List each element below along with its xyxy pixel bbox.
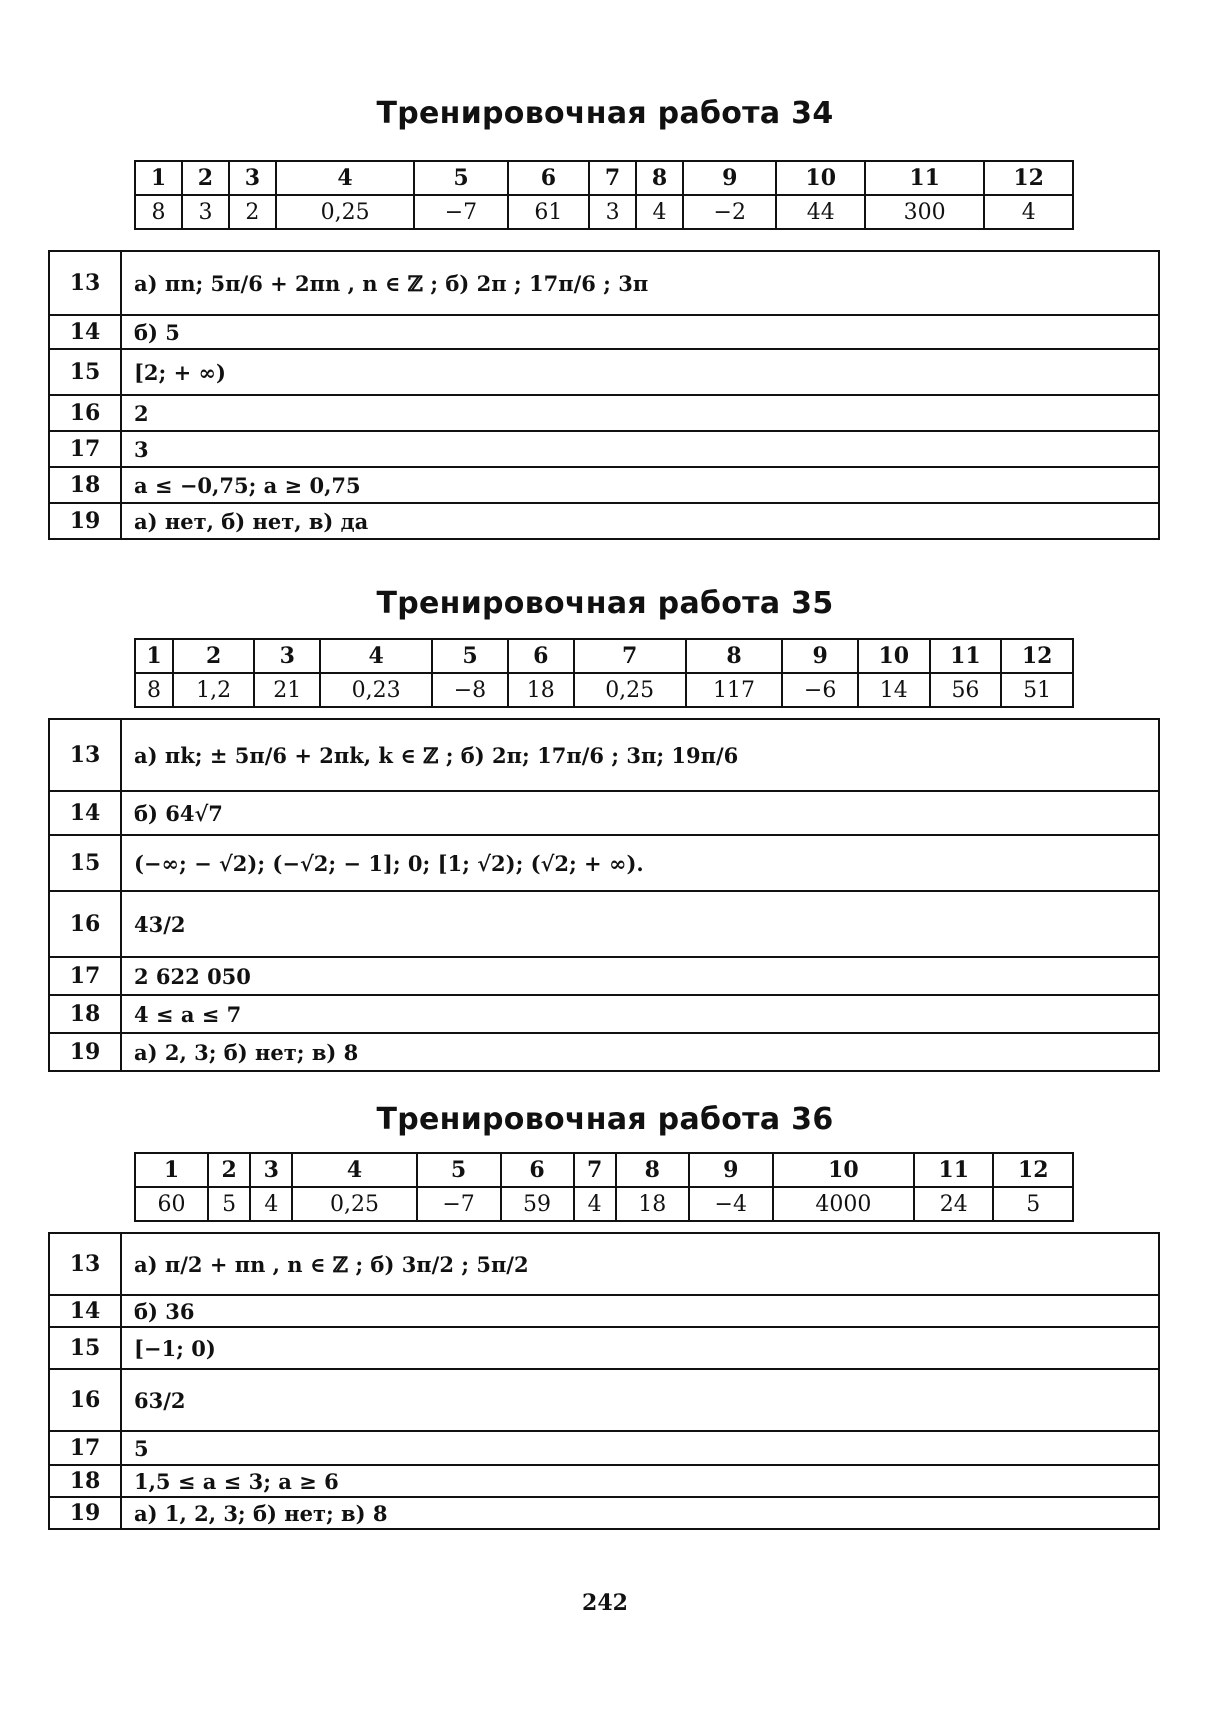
- row-number: 14: [49, 791, 121, 835]
- task-answer: −7: [417, 1187, 501, 1221]
- row-answer: 1,5 ≤ a ≤ 3; a ≥ 6: [121, 1465, 1159, 1497]
- row-answer: [2; + ∞): [121, 349, 1159, 395]
- detailed-answers-36: [48, 1232, 1160, 1530]
- row-answer: [−1; 0): [121, 1327, 1159, 1369]
- row-answer: 5: [121, 1431, 1159, 1465]
- task-number: 12: [1001, 639, 1073, 673]
- row-answer: 43/2: [121, 891, 1159, 957]
- task-answer: 1,2: [173, 673, 254, 707]
- task-answer: 60: [135, 1187, 208, 1221]
- row-answer: а) нет, б) нет, в) да: [121, 503, 1159, 539]
- task-number: 4: [320, 639, 432, 673]
- row-number: 17: [49, 431, 121, 467]
- row-answer: а) πn; 5π/6 + 2πn , n ∈ ℤ ; б) 2π ; 17π/6 ; 3π: [121, 251, 1159, 315]
- task-number: 12: [993, 1153, 1073, 1187]
- task-number: 3: [254, 639, 320, 673]
- row-number: 18: [49, 1465, 121, 1497]
- task-answer: 51: [1001, 673, 1073, 707]
- task-number: 5: [432, 639, 508, 673]
- row-number: 19: [49, 1497, 121, 1529]
- section-title-36: Тренировочная работа 36: [376, 1102, 834, 1137]
- task-number: 8: [636, 161, 683, 195]
- task-answer: 59: [501, 1187, 574, 1221]
- task-answer: 3: [589, 195, 636, 229]
- task-number: 12: [984, 161, 1073, 195]
- row-answer: (−∞; − √2); (−√2; − 1]; 0; [1; √2); (√2; + ∞).: [121, 835, 1159, 891]
- row-number: 13: [49, 1233, 121, 1295]
- detailed-answers-35: [48, 718, 1160, 1072]
- task-number: 7: [574, 1153, 616, 1187]
- page-number: 242: [582, 1590, 628, 1616]
- task-number: 8: [686, 639, 783, 673]
- answers-table-35: [134, 638, 1074, 708]
- task-answer: 4: [574, 1187, 616, 1221]
- task-number: 1: [135, 639, 173, 673]
- task-number: 10: [858, 639, 930, 673]
- task-number: 6: [508, 161, 589, 195]
- task-number: 11: [865, 161, 984, 195]
- row-number: 16: [49, 891, 121, 957]
- task-answer: 117: [686, 673, 783, 707]
- row-answer: 4 ≤ a ≤ 7: [121, 995, 1159, 1033]
- task-answer: 4000: [773, 1187, 914, 1221]
- row-answer: 2 622 050: [121, 957, 1159, 995]
- task-number: 6: [508, 639, 574, 673]
- row-answer: 3: [121, 431, 1159, 467]
- task-answer: −8: [432, 673, 508, 707]
- row-number: 16: [49, 1369, 121, 1431]
- task-number: 9: [782, 639, 858, 673]
- task-number: 2: [182, 161, 229, 195]
- task-number: 7: [589, 161, 636, 195]
- task-number: 9: [683, 161, 776, 195]
- task-answer: 21: [254, 673, 320, 707]
- task-number: 3: [250, 1153, 292, 1187]
- task-answer: −7: [414, 195, 507, 229]
- task-number: 5: [414, 161, 507, 195]
- task-answer: 3: [182, 195, 229, 229]
- row-number: 13: [49, 251, 121, 315]
- task-number: 7: [574, 639, 686, 673]
- task-number: 1: [135, 161, 182, 195]
- task-number: 1: [135, 1153, 208, 1187]
- task-answer: 300: [865, 195, 984, 229]
- task-answer: 56: [930, 673, 1002, 707]
- detailed-answers-34: [48, 250, 1160, 540]
- row-answer: а) 2, 3; б) нет; в) 8: [121, 1033, 1159, 1071]
- row-number: 17: [49, 957, 121, 995]
- task-answer: 61: [508, 195, 589, 229]
- row-answer: б) 36: [121, 1295, 1159, 1327]
- task-answer: −6: [782, 673, 858, 707]
- task-answer: 0,23: [320, 673, 432, 707]
- task-answer: 5: [993, 1187, 1073, 1221]
- task-number: 5: [417, 1153, 501, 1187]
- task-number: 9: [689, 1153, 773, 1187]
- row-answer: б) 64√7: [121, 791, 1159, 835]
- task-number: 11: [930, 639, 1002, 673]
- task-answer: 4: [984, 195, 1073, 229]
- task-answer: 44: [776, 195, 865, 229]
- answers-table-34: [134, 160, 1074, 230]
- task-answer: 18: [508, 673, 574, 707]
- section-title-35: Тренировочная работа 35: [376, 586, 834, 621]
- task-answer: 0,25: [574, 673, 686, 707]
- task-answer: 18: [616, 1187, 689, 1221]
- task-number: 2: [208, 1153, 250, 1187]
- task-number: 6: [501, 1153, 574, 1187]
- task-number: 10: [776, 161, 865, 195]
- row-number: 18: [49, 995, 121, 1033]
- task-answer: −2: [683, 195, 776, 229]
- task-answer: 8: [135, 673, 173, 707]
- row-answer: а) π/2 + πn , n ∈ ℤ ; б) 3π/2 ; 5π/2: [121, 1233, 1159, 1295]
- task-answer: 8: [135, 195, 182, 229]
- row-answer: a ≤ −0,75; a ≥ 0,75: [121, 467, 1159, 503]
- task-number: 8: [616, 1153, 689, 1187]
- task-answer: 14: [858, 673, 930, 707]
- task-number: 4: [292, 1153, 416, 1187]
- task-number: 10: [773, 1153, 914, 1187]
- task-number: 3: [229, 161, 276, 195]
- row-number: 15: [49, 1327, 121, 1369]
- row-answer: 2: [121, 395, 1159, 431]
- task-number: 4: [276, 161, 414, 195]
- row-number: 19: [49, 1033, 121, 1071]
- row-number: 14: [49, 1295, 121, 1327]
- row-answer: 63/2: [121, 1369, 1159, 1431]
- row-number: 18: [49, 467, 121, 503]
- row-answer: б) 5: [121, 315, 1159, 349]
- task-number: 11: [914, 1153, 993, 1187]
- row-number: 15: [49, 349, 121, 395]
- row-answer: а) πk; ± 5π/6 + 2πk, k ∈ ℤ ; б) 2π; 17π/6 ; 3π; 19π/6: [121, 719, 1159, 791]
- row-number: 17: [49, 1431, 121, 1465]
- task-answer: 0,25: [276, 195, 414, 229]
- row-answer: а) 1, 2, 3; б) нет; в) 8: [121, 1497, 1159, 1529]
- row-number: 19: [49, 503, 121, 539]
- task-answer: 24: [914, 1187, 993, 1221]
- task-answer: 0,25: [292, 1187, 416, 1221]
- row-number: 13: [49, 719, 121, 791]
- task-answer: 2: [229, 195, 276, 229]
- task-answer: 4: [636, 195, 683, 229]
- section-title-34: Тренировочная работа 34: [376, 96, 834, 131]
- task-number: 2: [173, 639, 254, 673]
- task-answer: 5: [208, 1187, 250, 1221]
- task-answer: −4: [689, 1187, 773, 1221]
- row-number: 16: [49, 395, 121, 431]
- row-number: 15: [49, 835, 121, 891]
- answers-table-36: [134, 1152, 1074, 1222]
- row-number: 14: [49, 315, 121, 349]
- task-answer: 4: [250, 1187, 292, 1221]
